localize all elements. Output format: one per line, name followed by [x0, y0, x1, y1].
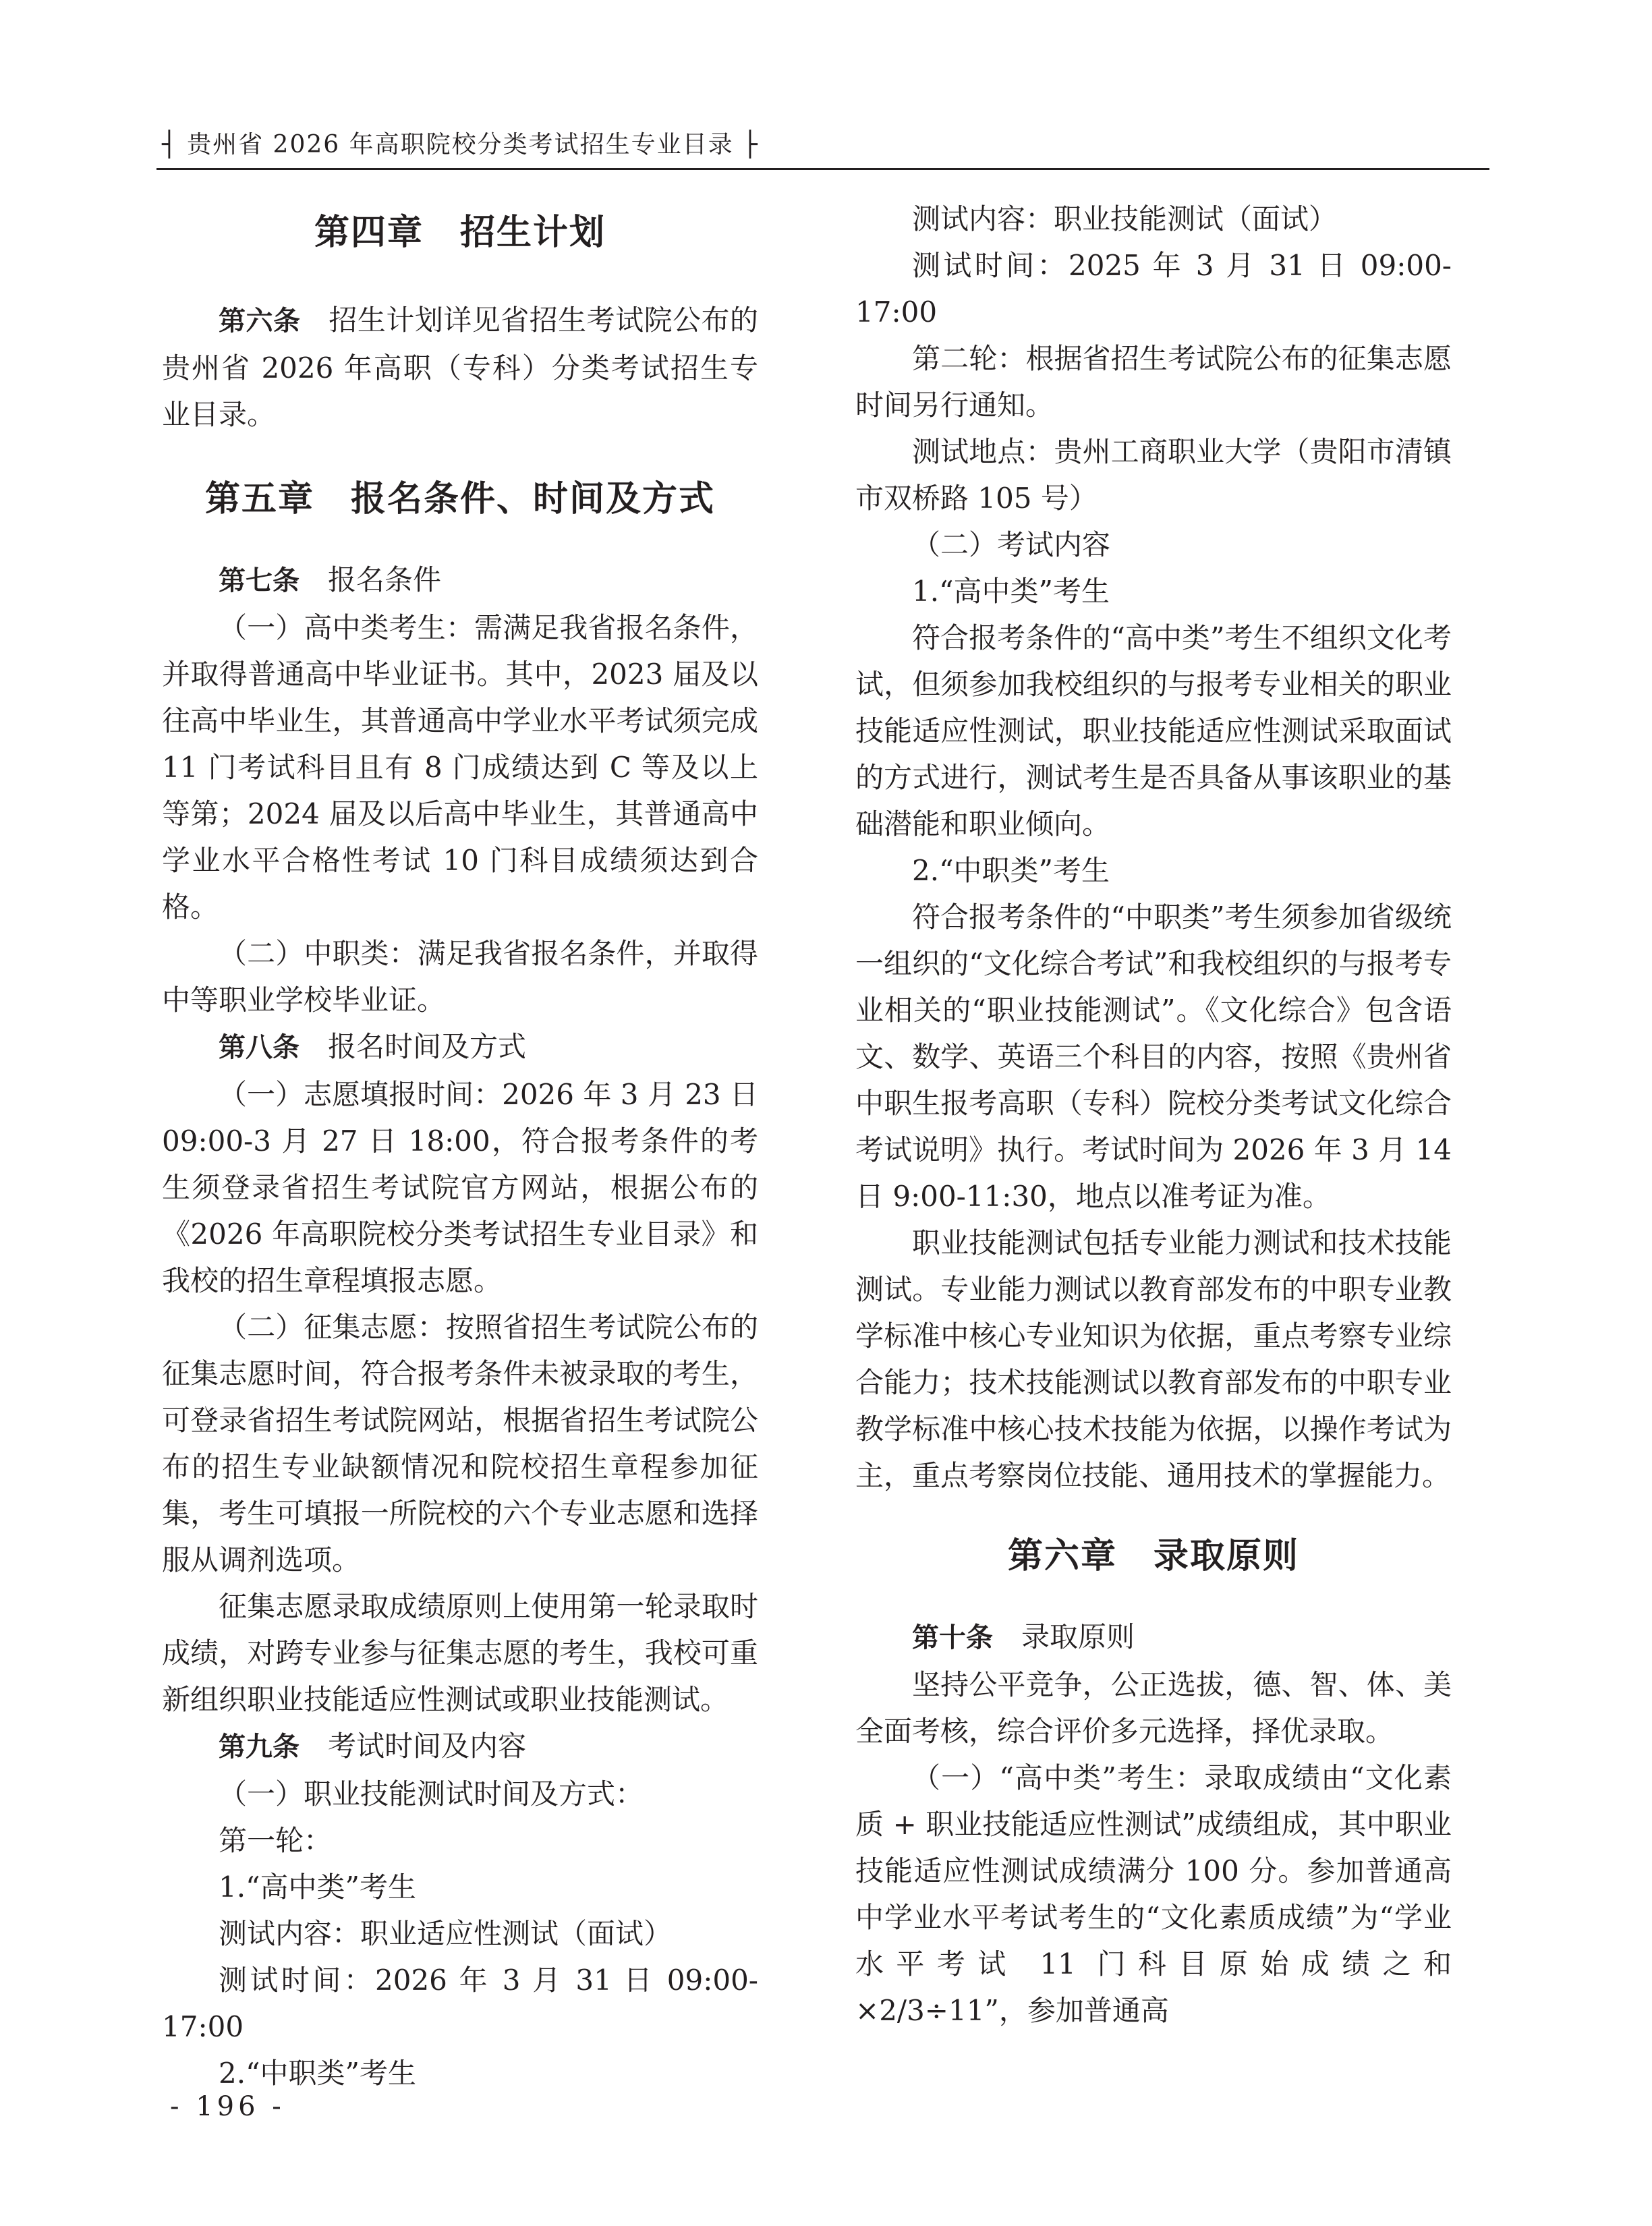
right-paragraph-7: 符合报考条件的“高中类”考生不组织文化考试，但须参加我校组织的与报考专业相关的职业技能适应性测试，职业技能适应性测试采取面试的方式进行，测试考生是否具备从事该职业的基础潜能和职业倾向。 [855, 621, 1452, 840]
article-10-paragraph-2: （一）“高中类”考生：录取成绩由“文化素质 + 职业技能适应性测试”成绩组成，其中职业技能适应性测试成绩满分 100 分。参加普通高中学业水平考试考生的“文化素质成绩”为“学业水平考试 11 门科目原始成绩之和 ×2/3÷11”，参加普通高 [855, 1761, 1452, 2027]
chapter-4-number: 第四章 [314, 212, 424, 253]
right-paragraph-6: 1.“高中类”考生 [912, 575, 1110, 608]
article-10-title: 录取原则 [1021, 1620, 1135, 1653]
article-7-paragraph-2: （二）中职类：满足我省报名条件，并取得中等职业学校毕业证。 [162, 937, 758, 1017]
running-header: ┤ 贵州省 2026 年高职院校分类考试招生专业目录 ├ [162, 131, 759, 159]
right-paragraph-9: 符合报考条件的“中职类”考生须参加省级统一组织的“文化综合考试”和我校组织的与报考专业相关的“职业技能测试”。《文化综合》包含语文、数学、英语三个科目的内容，按照《贵州省中职生报考高职（专科）院校分类考试文化综合考试说明》执行。考试时间为 2026 年 3 月 14 日 9:00-11:30，地点以准考证为准。 [855, 901, 1452, 1213]
chapter-4-heading [162, 196, 758, 270]
right-paragraph-1: 测试内容：职业技能测试（面试） [912, 202, 1338, 235]
chapter-5-heading [162, 462, 758, 536]
header-rule [156, 168, 1489, 170]
article-10-label: 第十条 [912, 1622, 993, 1653]
chapter-6-title: 录取原则 [1153, 1536, 1300, 1576]
page-number: - 196 - [170, 2091, 285, 2122]
article-8-paragraph-1: （一）志愿填报时间：2026 年 3 月 23 日 09:00-3 月 27 日 18:00，符合报考条件的考生须登录省招生考试院官方网站，根据公布的《2026 年高职院校分类考试招生专业目录》和我校的招生章程填报志愿。 [162, 1078, 758, 1297]
chapter-4-title: 招生计划 [460, 212, 606, 253]
article-9-paragraph-4: 测试内容：职业适应性测试（面试） [219, 1917, 673, 1950]
article-7-heading [162, 556, 758, 604]
article-9-title: 考试时间及内容 [328, 1730, 527, 1763]
chapter-5-number: 第五章 [204, 479, 314, 519]
article-7-paragraph-1: （一）高中类考生：需满足我省报名条件，并取得普通高中毕业证书。其中，2023 届及以往高中毕业生，其普通高中学业水平考试须完成 11 门考试科目且有 8 门成绩达到 C 等及以上等第；2024 届及以后高中毕业生，其普通高中学业水平合格性考试 10 门科目成绩须达到合格。 [162, 611, 758, 923]
article-9-heading [162, 1723, 758, 1771]
article-10-heading [855, 1614, 1452, 1661]
article-9-paragraph-5: 测试时间：2026 年 3 月 31 日 09:00-17:00 [162, 1964, 758, 2043]
chapter-6-number: 第六章 [1007, 1536, 1117, 1576]
article-6 [162, 297, 758, 438]
article-9-paragraph-1: （一）职业技能测试时间及方式： [219, 1777, 644, 1810]
article-6-label: 第六条 [219, 306, 301, 337]
article-8-label: 第八条 [219, 1032, 300, 1063]
article-8-heading [162, 1023, 758, 1071]
article-8-title: 报名时间及方式 [328, 1030, 527, 1063]
article-8-paragraph-3: 征集志愿录取成绩原则上使用第一轮录取时成绩，对跨专业参与征集志愿的考生，我校可重新组织职业技能适应性测试或职业技能测试。 [162, 1590, 758, 1716]
article-7-label: 第七条 [219, 565, 300, 596]
left-column [162, 196, 758, 2096]
article-8-paragraph-2: （二）征集志愿：按照省招生考试院公布的征集志愿时间，符合报考条件未被录取的考生，可登录省招生考试院网站，根据省招生考试院公布的招生专业缺额情况和院校招生章程参加征集，考生可填报一所院校的六个专业志愿和选择服从调剂选项。 [162, 1311, 758, 1576]
right-paragraph-3: 第二轮：根据省招生考试院公布的征集志愿时间另行通知。 [855, 342, 1452, 422]
article-9-paragraph-3: 1.“高中类”考生 [219, 1871, 417, 1904]
article-9-paragraph-6: 2.“中职类”考生 [219, 2057, 417, 2090]
chapter-6-heading [855, 1519, 1452, 1593]
chapter-5-title: 报名条件、时间及方式 [351, 479, 716, 519]
right-paragraph-5: （二）考试内容 [912, 528, 1111, 561]
article-9-paragraph-2: 第一轮： [219, 1824, 333, 1857]
right-paragraph-2: 测试时间：2025 年 3 月 31 日 09:00-17:00 [855, 249, 1452, 329]
right-paragraph-8: 2.“中职类”考生 [912, 854, 1110, 887]
right-column [855, 196, 1452, 2034]
right-paragraph-10: 职业技能测试包括专业能力测试和技术技能测试。专业能力测试以教育部发布的中职专业教学标准中核心专业知识为依据，重点考察专业综合能力；技术技能测试以教育部发布的中职专业教学标准中核心技术技能为依据，以操作考试为主，重点考察岗位技能、通用技术的掌握能力。 [855, 1226, 1452, 1492]
right-paragraph-4: 测试地点：贵州工商职业大学（贵阳市清镇市双桥路 105 号） [855, 435, 1452, 515]
article-7-title: 报名条件 [328, 563, 442, 596]
article-6-text: 招生计划详见省招生考试院公布的贵州省 2026 年高职（专科）分类考试招生专业目录。 [162, 304, 758, 431]
article-10-paragraph-1: 坚持公平竞争，公正选拔，德、智、体、美全面考核，综合评价多元选择，择优录取。 [855, 1668, 1452, 1748]
article-9-label: 第九条 [219, 1732, 300, 1763]
